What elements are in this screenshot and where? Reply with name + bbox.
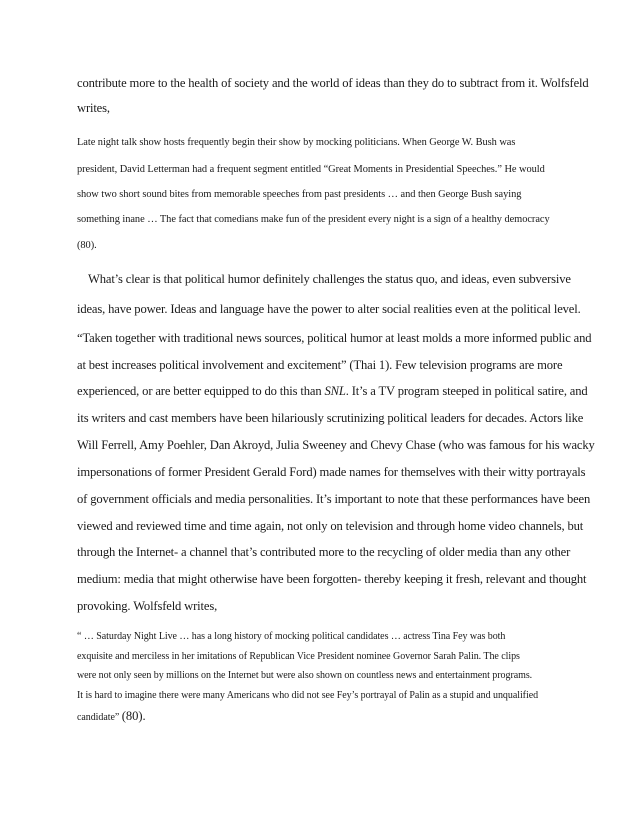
body-text-segment: experienced, or are better equipped to do this than	[77, 384, 325, 398]
body-text-line: Will Ferrell, Amy Poehler, Dan Akroyd, Julia Sweeney and Chevy Chase (who was famous for his wacky	[77, 438, 595, 452]
show-title-italic: SNL	[324, 384, 346, 398]
body-text-line: of government officials and media personalities. It’s important to note that these performances have been	[77, 492, 591, 506]
body-text-line	[77, 384, 588, 399]
body-text-line: contribute more to the health of society and the world of ideas than they do to subtract from it. Wolfsfeld	[77, 76, 589, 90]
block-quote-line: show two short sound bites from memorable speeches from past presidents … and then George Bush saying	[77, 189, 522, 200]
body-text-line: “Taken together with traditional news sources, political humor at least molds a more informed public and	[77, 331, 592, 345]
body-text-line: writes,	[77, 101, 110, 115]
block-quote-line: It is hard to imagine there were many Americans who did not see Fey’s portrayal of Palin as a stupid and unqualified	[77, 690, 539, 701]
block-quote-line: something inane … The fact that comedians make fun of the president every night is a sign of a healthy democracy	[77, 214, 550, 225]
block-quote-line: Late night talk show hosts frequently begin their show by mocking politicians. When George W. Bush was	[77, 137, 516, 148]
body-text-line: medium: media that might otherwise have been forgotten- thereby keeping it fresh, relevant and thought	[77, 572, 587, 586]
body-text-line: at best increases political involvement and excitement” (Thai 1). Few television programs are more	[77, 358, 563, 372]
block-quote-line: (80).	[77, 240, 97, 251]
body-text-line: its writers and cast members have been hilariously scrutinizing political leaders for decades. Actors like	[77, 411, 584, 425]
body-text-line: impersonations of former President Gerald Ford) made names for themselves with their witty portrayals	[77, 465, 586, 479]
block-quote-line: president, David Letterman had a frequent segment entitled “Great Moments in Presidential Speeches.” He would	[77, 164, 545, 175]
body-text-line: viewed and reviewed time and time again, not only on television and through home video channels, but	[77, 519, 584, 533]
body-text-line: through the Internet- a channel that’s contributed more to the recycling of older media than any other	[77, 545, 571, 559]
body-text-segment: . It’s a TV program steeped in political satire, and	[345, 384, 588, 398]
body-text-line: What’s clear is that political humor definitely challenges the status quo, and ideas, even subversive	[88, 272, 571, 286]
block-quote-line: “ … Saturday Night Live … has a long history of mocking political candidates … actress Tina Fey was both	[77, 631, 506, 642]
block-quote-line	[77, 709, 146, 724]
body-text-line: ideas, have power. Ideas and language have the power to alter social realities even at the political level.	[77, 302, 581, 316]
block-quote-line: were not only seen by millions on the Internet but were also shown on countless news and entertainment programs.	[77, 670, 533, 681]
block-quote-line: exquisite and merciless in her imitations of Republican Vice President nominee Governor Sarah Palin. The clips	[77, 651, 520, 662]
citation: (80).	[121, 709, 146, 723]
body-text-line: provoking. Wolfsfeld writes,	[77, 599, 218, 613]
block-quote-segment: candidate”	[77, 712, 122, 723]
